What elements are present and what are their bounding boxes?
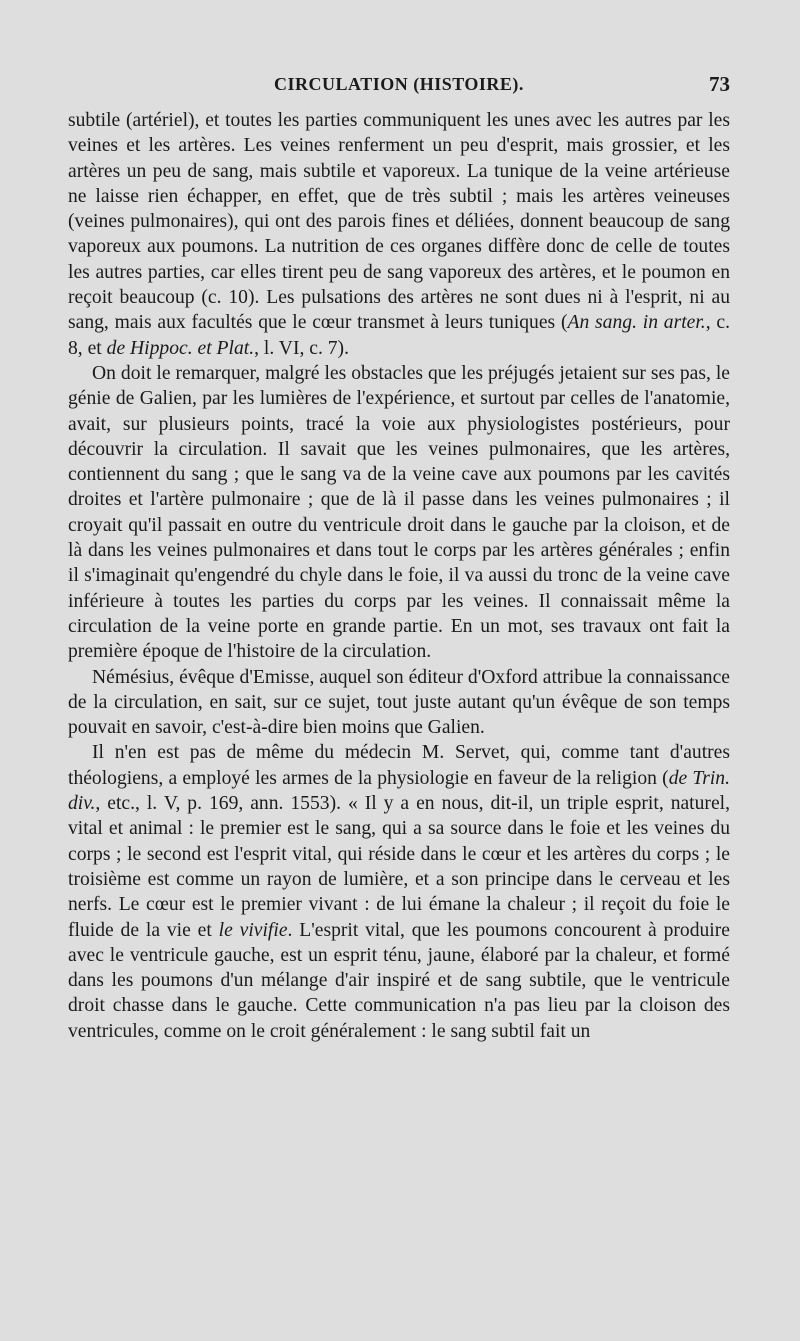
page-header (68, 70, 730, 100)
paragraph (68, 108, 730, 361)
text-segment: subtile (artériel), et toutes les parties communiquent les unes avec les autres par les veines et les artères. Les veines renferment un peu d'esprit, mais grossier, et les artères un peu de sang, mais subtile et vaporeux. La tunique de la veine artérieuse ne laisse rien échapper, en effet, que de très subtil ; mais les artères veineuses (veines pulmonaires), qui ont des parois fines et déliées, donnent beaucoup de sang vaporeux aux poumons. La nutrition de ces organes diffère donc de celle de toutes les autres parties, car elles tirent peu de sang vaporeux des artères, et le poumon en reçoit beaucoup (c. 10). Les pulsations des artères ne sont dues ni à l'esprit, ni au sang, mais aux facultés que le cœur transmet à leurs tuniques ( (68, 110, 730, 334)
text-segment: Il n'en est pas de même du médecin M. Servet, qui, comme tant d'autres théologiens, a employé les armes de la physiologie en faveur de la religion ( (68, 742, 730, 789)
citation-italic: de Hippoc. et Plat. (106, 337, 255, 359)
text-segment: , etc., l. V, p. 169, ann. 1553). « Il y a en nous, dit-il, un triple esprit, naturel, vital et animal : le premier est le sang, qui a sa source dans le foie et les veines du corps ; le second est l'esprit vital, qui réside dans le cœur et les artères du corps ; le troisième est comme un rayon de lumière, et a son principe dans le cerveau et les nerfs. Le cœur est le premier vivant : de lui émane la chaleur ; il reçoit du foie le fluide de la vie et (68, 793, 730, 941)
text-segment: , l. VI, c. 7). (254, 337, 349, 359)
body-text (68, 108, 730, 1044)
paragraph (68, 665, 730, 741)
text-segment: . L'esprit vital, que les poumons concourent à produire avec le ventricule gauche, est un esprit ténu, jaune, élaboré par la chaleur, et formé dans les poumons d'un mélange d'air inspiré et de sang subtile, que le ventricule droit chasse dans le gauche. Cette communication n'a pas lieu par la cloison des ventricules, comme on le croit généralement : le sang subtil fait un (68, 919, 730, 1042)
citation-italic: An sang. in arter. (567, 312, 706, 334)
paragraph (68, 361, 730, 665)
emphasis-italic: le vivifie (218, 919, 288, 941)
paragraph (68, 740, 730, 1044)
text-segment: , c. 8, et (68, 312, 730, 359)
text-segment: Némésius, évêque d'Emisse, auquel son éditeur d'Oxford attribue la connaissance de la circulation, en sait, sur ce sujet, tout juste autant qu'un évêque de son temps pouvait en savoir, c'est-à-dire bien moins que Galien. (68, 666, 730, 739)
text-segment: On doit le remarquer, malgré les obstacles que les préjugés jetaient sur ses pas, le génie de Galien, par les lumières de l'expérience, et surtout par celles de l'anatomie, avait, sur plusieurs points, tracé la voie aux physiologistes postérieurs, pour découvrir la circulation. Il savait que les veines pulmonaires, que les artères, contiennent du sang ; que le sang va de la veine cave aux poumons par les cavités droites et l'artère pulmonaire ; que de là il passe dans les veines pulmonaires ; il croyait qu'il passait en outre du ventricule droit dans le gauche par la cloison, et de là dans les veines pulmonaires et dans tout le corps par les artères générales ; enfin il s'imaginait qu'engendré du chyle dans le foie, il va aussi du tronc de la veine cave inférieure à toutes les parties du corps par les veines. Il connaissait même la circulation de la veine porte en grande partie. En un mot, ses travaux ont fait la première époque de l'histoire de la circulation. (68, 362, 730, 663)
running-title: CIRCULATION (HISTOIRE). (274, 74, 524, 94)
citation-italic: de Trin. div. (68, 767, 730, 815)
page-number: 73 (709, 72, 730, 96)
